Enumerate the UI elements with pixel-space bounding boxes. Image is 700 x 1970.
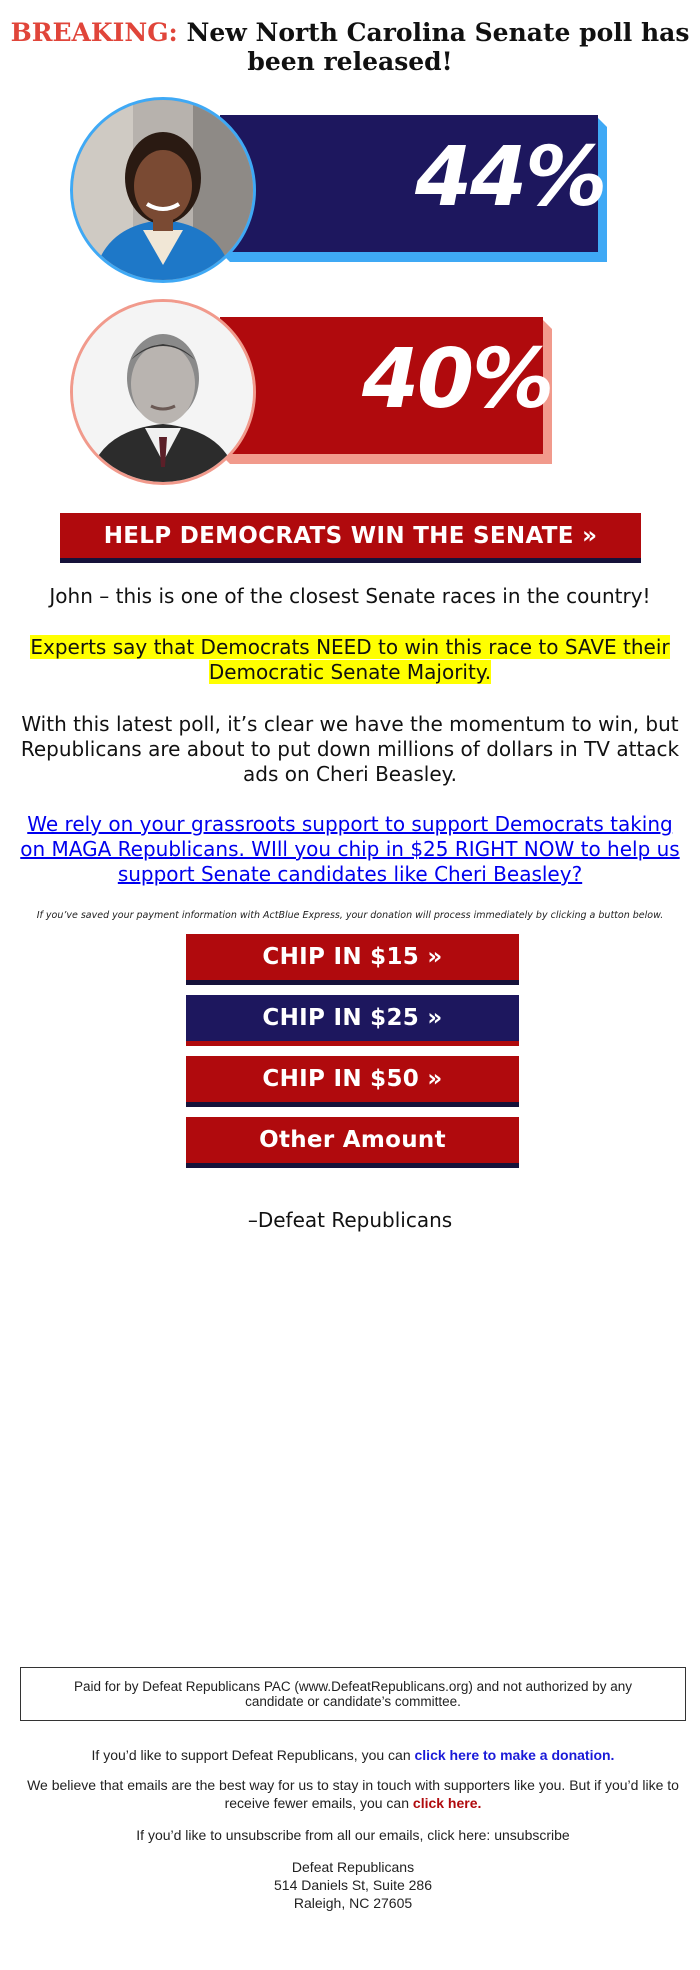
paid-for-disclaimer	[20, 1667, 686, 1721]
help-democrats-button[interactable]: HELP DEMOCRATS WIN THE SENATE »	[60, 513, 641, 563]
signoff: –Defeat Republicans	[247, 1208, 453, 1232]
poll-percent-beasley: 44%	[415, 130, 606, 225]
footer-address-line2: Raleigh, NC 27605	[293, 1895, 413, 1911]
experts-highlight: Experts say that Democrats NEED to win this race to SAVE their Democratic Senate Majority.	[30, 635, 670, 684]
footer-address-line1: 514 Daniels St, Suite 286	[274, 1877, 432, 1893]
footer-address	[20, 1858, 686, 1912]
intro-text: John – this is one of the closest Senate races in the country!	[49, 584, 651, 608]
footer-org: Defeat Republicans	[291, 1859, 415, 1875]
poll-momentum-text: With this latest poll, it’s clear we have the momentum to win, but Republicans are about to put down millions of dollars in TV attack ads on Cheri Beasley.	[20, 712, 680, 786]
chip-in-15-button[interactable]: CHIP IN $15 »	[186, 934, 519, 985]
other-amount-button[interactable]: Other Amount	[186, 1117, 519, 1168]
fewer-emails-link[interactable]: click here.	[412, 1795, 482, 1811]
make-donation-link[interactable]: click here to make a donation.	[414, 1747, 615, 1763]
headline	[10, 18, 690, 76]
candidate-photo-budd	[70, 299, 256, 485]
footer-unsubscribe	[20, 1826, 686, 1844]
footer-fewer-emails	[20, 1776, 686, 1812]
candidate-photo-beasley	[70, 97, 256, 283]
donation-appeal-link[interactable]: We rely on your grassroots support to support Democrats taking on MAGA Republicans. WIll you chip in $25 RIGHT NOW to help us support Senate candidates like Cheri Beasley?	[20, 812, 680, 886]
poll-result-beasley	[70, 95, 615, 285]
experts-text	[20, 635, 680, 685]
actblue-disclaimer: If you’ve saved your payment information with ActBlue Express, your donation will process immediately by clicking a button below.	[36, 910, 664, 921]
chip-in-25-button[interactable]: CHIP IN $25 »	[186, 995, 519, 1046]
donation-appeal	[20, 812, 680, 887]
breaking-label: BREAKING:	[10, 18, 178, 47]
footer-support-text: If you’d like to support Defeat Republicans, you can	[91, 1747, 415, 1763]
footer-support	[20, 1746, 686, 1764]
footer-fewer-text: We believe that emails are the best way for us to stay in touch with supporters like you. But if you’d like to receive fewer emails, you can	[27, 1777, 679, 1811]
headline-text: New North Carolina Senate poll has been released!	[177, 18, 690, 76]
unsubscribe-link[interactable]: unsubscribe	[494, 1827, 570, 1843]
paid-for-text: Paid for by Defeat Republicans PAC (www.DefeatRepublicans.org) and not authorized by any candidate or candidate’s committee.	[73, 1679, 633, 1709]
poll-result-budd	[70, 297, 615, 487]
chip-in-50-button[interactable]: CHIP IN $50 »	[186, 1056, 519, 1107]
portrait-beasley-icon	[73, 100, 253, 280]
portrait-budd-icon	[73, 302, 253, 482]
footer-unsub-text: If you’d like to unsubscribe from all our emails, click here:	[136, 1827, 495, 1843]
poll-percent-budd: 40%	[362, 332, 553, 427]
